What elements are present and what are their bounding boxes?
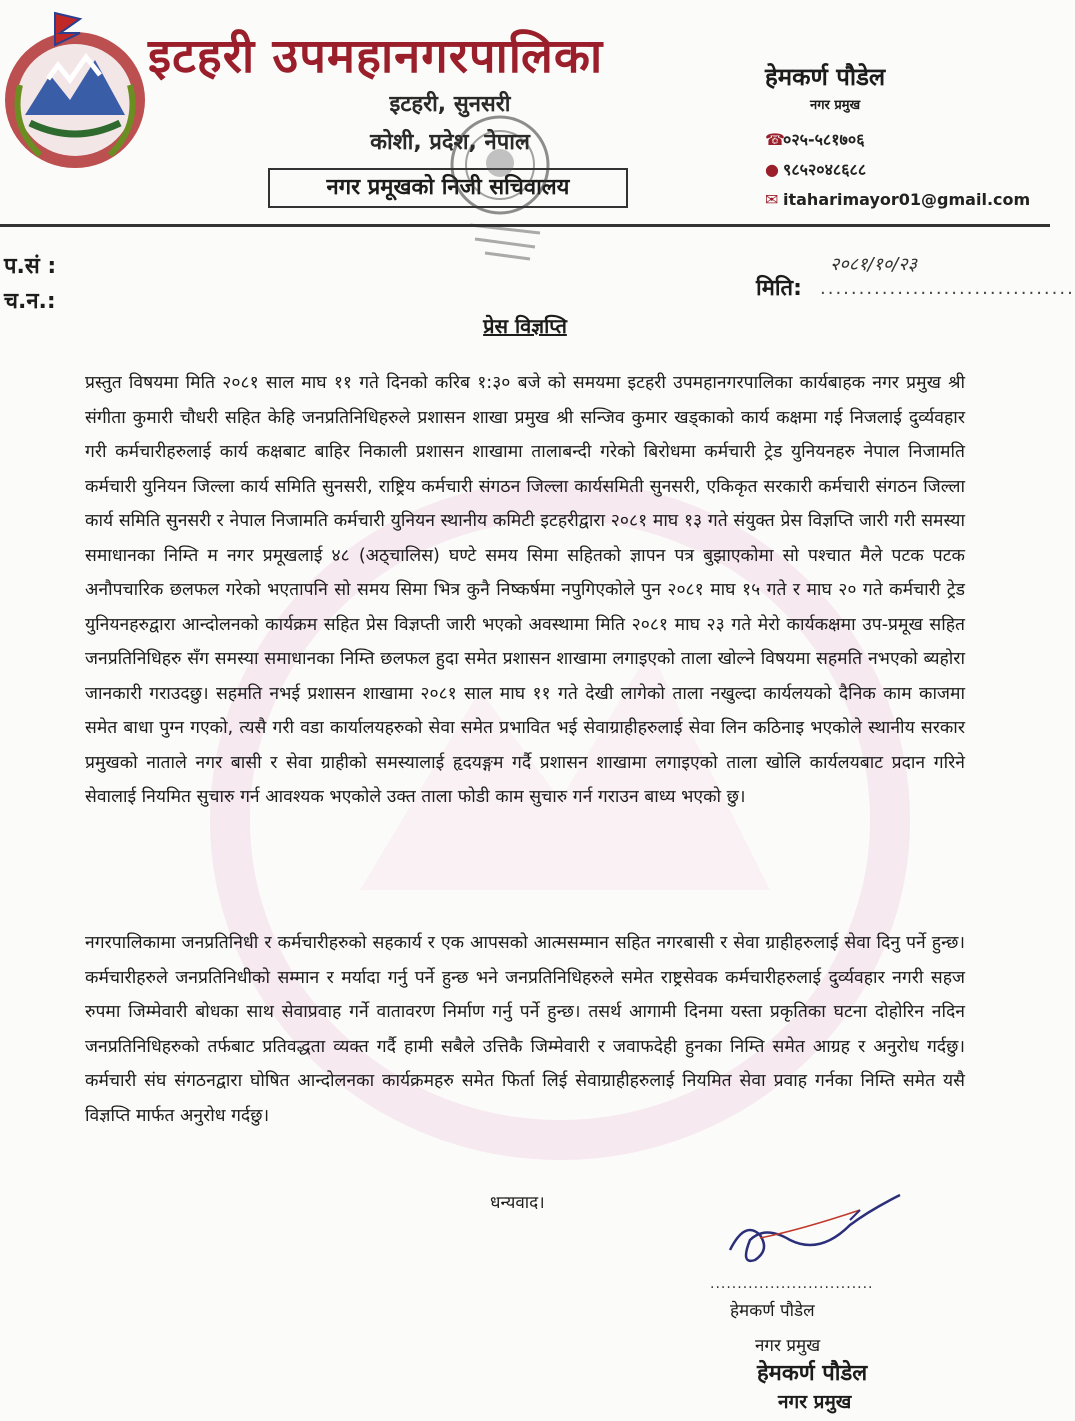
mayor-name-header: हेमकर्ण पौडेल bbox=[765, 63, 886, 91]
contact-email bbox=[765, 190, 1045, 209]
email-address: itaharimayor01@gmail.com bbox=[783, 190, 1031, 209]
dispatch-number-label: च.न.: bbox=[4, 289, 56, 314]
body-paragraph-1: प्रस्तुत विषयमा मिति २०८१ साल माघ ११ गते दिनको करिब १:३० बजे को समयमा इटहरी उपमहानगरपालिका कार्यबाहक नगर प्रमुख श्री संगीता कुमारी चौधरी सहित केहि जनप्रतिनिधिहरुले प्रशासन शाखा प्रमुख श्री सन्जिव कुमार खड्काको कार्य कक्षमा गई निजलाई दुर्व्यवहार गरी कर्मचारीहरुलाई कार्य कक्षबाट बाहिर निकाली प्रशासन शाखामा तालाबन्दी गरेको बिरोधमा कर्मचारी ट्रेड युनियनहरु नेपाल निजामति कर्मचारी युनियन जिल्ला कार्य समिति सुनसरी, राष्ट्रिय कर्मचारी संगठन जिल्ला कार्यसमिती सुनसरी, एकिकृत सरकारी कर्मचारी संगठन जिल्ला कार्य समिति सुनसरी र नेपाल निजामति कर्मचारी युनियन स्थानीय कमिटी इटहरीद्वारा २०८१ माघ १३ गते संयुक्त प्रेस विज्ञप्ति जारी गरी समस्या समाधानका निम्ति म नगर प्रमूखलाई ४८ (अठ्चालिस) घण्टे समय सिमा सहितको ज्ञापन पत्र बुझाएकोमा सो पश्चात मैले पटक पटक अनौपचारिक छलफल गरेको भएतापनि सो समय सिमा भित्र कुनै निष्कर्षमा नपुगिएकोले पुन २०८१ माघ १५ गते र माघ २० गते कर्मचारी ट्रेड युनियनहरुद्वारा आन्दोलनको कार्यक्रम सहित प्रेस विज्ञप्ती जारी भएको अवस्थामा मिति २०८१ माघ २३ गते मेरो कार्यकक्षमा उप-प्रमूख सहित जनप्रतिनिधिहरु सँग समस्या समाधानका निम्ति छलफल हुदा समेत प्रशासन शाखामा लगाइएको ताला खोल्ने विषयमा सहमति नभएको ब्यहोरा जानकारी गराउदछु। सहमति नभई प्रशासन शाखामा २०८१ साल माघ ११ गते देखी लागेको ताला नखुल्दा कार्यलयको दैनिक काम काजमा समेत बाधा पुग्न गएको, त्यसै गरी वडा कार्यालयहरुको सेवा समेत प्रभावित भई सेवाग्राहीहरुलाई सेवा लिन कठिनाइ भएकोले स्थानीय सरकार प्रमुखको नाताले नगर बासी र सेवा ग्राहीको समस्यालाई हृदयङ्गम गर्दै प्रशासन शाखामा लगाइएको ताला खोलि कार्यलयबाट प्रदान गरिने सेवालाई नियमित सुचारु गर्न आवश्यक भएकोले उक्त ताला फोडी काम सुचारु गर्न गराउन बाध्य भएको छु। bbox=[85, 373, 965, 807]
date-dotted-line: ................................. bbox=[820, 278, 1075, 299]
mayor-title-header: नगर प्रमुख bbox=[810, 98, 861, 113]
title-stamp: नगर प्रमुख bbox=[778, 1391, 852, 1413]
header-divider bbox=[0, 224, 1050, 227]
date-label: मिति: bbox=[756, 276, 802, 301]
body-paragraph-2: नगरपालिकामा जनप्रतिनिधी र कर्मचारीहरुको सहकार्य र एक आपसको आत्मसम्मान सहित नगरबासी र सेवा ग्राहीहरुलाई सेवा दिनु पर्ने हुन्छ। कर्मचारीहरुले जनप्रतिनिधीको सम्मान र मर्यादा गर्नु पर्ने हुन्छ भने जनप्रतिनिधिहरुले समेत राष्ट्रसेवक कर्मचारीहरुलाई दुर्व्यवहार नगरी सहज रुपमा जिम्मेवारी बोधका साथ सेवाप्रवाह गर्ने वातावरण निर्माण गर्नु पर्ने हुन्छ। तसर्थ आगामी दिनमा यस्ता प्रकृतिका घटना दोहोरिन नदिन जनप्रतिनिधिहरुको तर्फबाट प्रतिवद्धता व्यक्त गर्दै हामी सबैले उत्तिकै जिम्मेवारी र जवाफदेही हुनका निम्ति समेत आग्रह र अनुरोध गर्दछु। कर्मचारी संघ संगठनद्वारा घोषित आन्दोलनका कार्यक्रमहरु समेत फिर्ता लिई सेवाग्राहीहरुलाई नियमित सेवा प्रवाह गर्नका निम्ति समेत यसै विज्ञप्ति मार्फत अनुरोध गर्दछु। bbox=[85, 933, 965, 1126]
address-line-2: कोशी, प्रदेश, नेपाल bbox=[370, 130, 530, 155]
mobile-icon: ● bbox=[765, 160, 779, 179]
address-line-1: इटहरी, सुनसरी bbox=[389, 92, 511, 117]
contact-mobile bbox=[765, 158, 1045, 180]
signatory-title: नगर प्रमुख bbox=[755, 1336, 821, 1356]
contact-phone bbox=[765, 128, 1045, 150]
email-icon: ✉ bbox=[765, 190, 779, 209]
office-name-box: नगर प्रमूखको निजी सचिवालय bbox=[268, 168, 628, 208]
organization-name: इटहरी उपमहानगरपालिका bbox=[148, 29, 604, 84]
government-emblem-icon bbox=[0, 5, 150, 175]
name-stamp: हेमकर्ण पौडेल bbox=[757, 1361, 868, 1386]
phone-number-office: ०२५-५८१७०६ bbox=[783, 130, 865, 149]
phone-number-mobile: ९८५२०४८६८८ bbox=[783, 160, 867, 179]
office-stamp-icon bbox=[430, 105, 570, 265]
date-value: २०८१/१०/२३ bbox=[830, 254, 918, 275]
phone-icon: ☎ bbox=[765, 130, 785, 149]
signature-icon bbox=[700, 1180, 920, 1280]
reference-number-label: प.सं : bbox=[4, 254, 57, 279]
closing-thanks: धन्यवाद। bbox=[490, 1193, 545, 1213]
signatory-name: हेमकर्ण पौडेल bbox=[730, 1301, 815, 1321]
signature-line: .............................. bbox=[710, 1276, 874, 1292]
document-title: प्रेस विज्ञप्ति bbox=[483, 314, 567, 338]
